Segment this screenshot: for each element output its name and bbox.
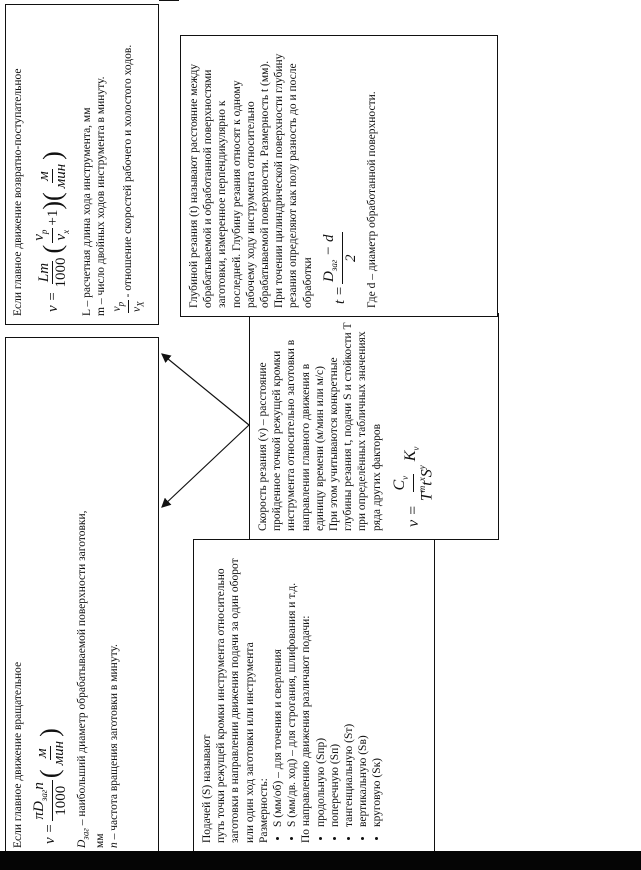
reciprocating-line-3: $v_p$ $v_X$ - отношение скоростей рабочего и холостого ходов.: [110, 44, 146, 312]
divider: [159, 0, 179, 1]
feed-definition: путь точки режущей кромки инструмента относительно заготовки в направлении движения подачи за один оборот или один ход заготовки или инструмента: [215, 558, 256, 843]
reciprocating-heading: Если главное движение возвратно-поступательное: [12, 68, 24, 316]
list-item: • S (мм/дв. ход) – для строгания, шлифования и т.д.: [285, 548, 299, 827]
reciprocating-line-2: m – число двойных ходов инструмента в минуту.: [95, 76, 108, 316]
rotational-heading: Если главное движение вращательное: [12, 661, 24, 848]
feed-dimension-label: Размерность:: [257, 778, 270, 843]
depth-footer: Где d – диаметр обработанной поверхности.: [365, 91, 378, 308]
depth-definition: Глубиной резания (t) называют расстояние между обрабатываемой и обработанной поверхностями заготовки, измеренное перпендикулярно к последней. Глубину резания относят к одному рабочему ходу инструмента относительно обрабатываемой поверхности. Размерность t (мм). При точении цилиндрической поверхности глубину резания определяют как полу разность до и после обработки: [188, 53, 314, 308]
speed-definition: Скорость резания (v) – расстояние пройденное точкой режущей кромки инструмента относительно заготовки в направлении главного движения в единицу времени (м/мин или м/с): [257, 339, 326, 531]
rotational-line-2: n – частота вращения заготовки в минуту.: [107, 644, 120, 848]
feed-intro: Подачей (S) называют: [201, 734, 213, 843]
rotational-line-1-cont: мм: [93, 833, 106, 848]
list-item: • тангенциальную (Sт): [342, 548, 356, 827]
list-item: • круговую (Sк): [370, 548, 384, 827]
list-item: • поперечную (Sп): [328, 548, 342, 827]
rotational-formula: v = $\pi D_{заг}n$ 1000 ( м мин ): [31, 728, 70, 844]
list-item: • S (мм/об) – для точения и сверления: [271, 548, 285, 827]
list-item: • продольную (Sпр): [314, 548, 328, 827]
arrow-to-reciprocating: [162, 354, 249, 425]
bottom-bar: [0, 851, 641, 870]
speed-formula: v = $C_v$ $T^mt^xS^y$ $K_v$: [390, 446, 436, 527]
reciprocating-formula: v = Lm 1000 ( $v_p$ $v_x$ +1 )( м мин ): [31, 151, 72, 312]
depth-formula: t = $D_{заг} - d$ 2: [320, 234, 359, 304]
speed-factors: При этом учитываются конкретные глубины резания t, подачи S и стойкости T при определённых табличных значениях ряда других факторов: [328, 322, 383, 531]
arrow-to-rotational: [162, 425, 249, 507]
reciprocating-line-1: L – расчетная длина хода инструмента, мм: [81, 107, 94, 316]
list-item: • вертикальную (Sв): [356, 548, 370, 827]
feed-direction-label: По направлению движения различают подачи:: [300, 615, 313, 843]
rotational-line-1: $D_{заг}$ – наибольший диаметр обрабатываемой поверхности заготовки,: [76, 510, 91, 848]
